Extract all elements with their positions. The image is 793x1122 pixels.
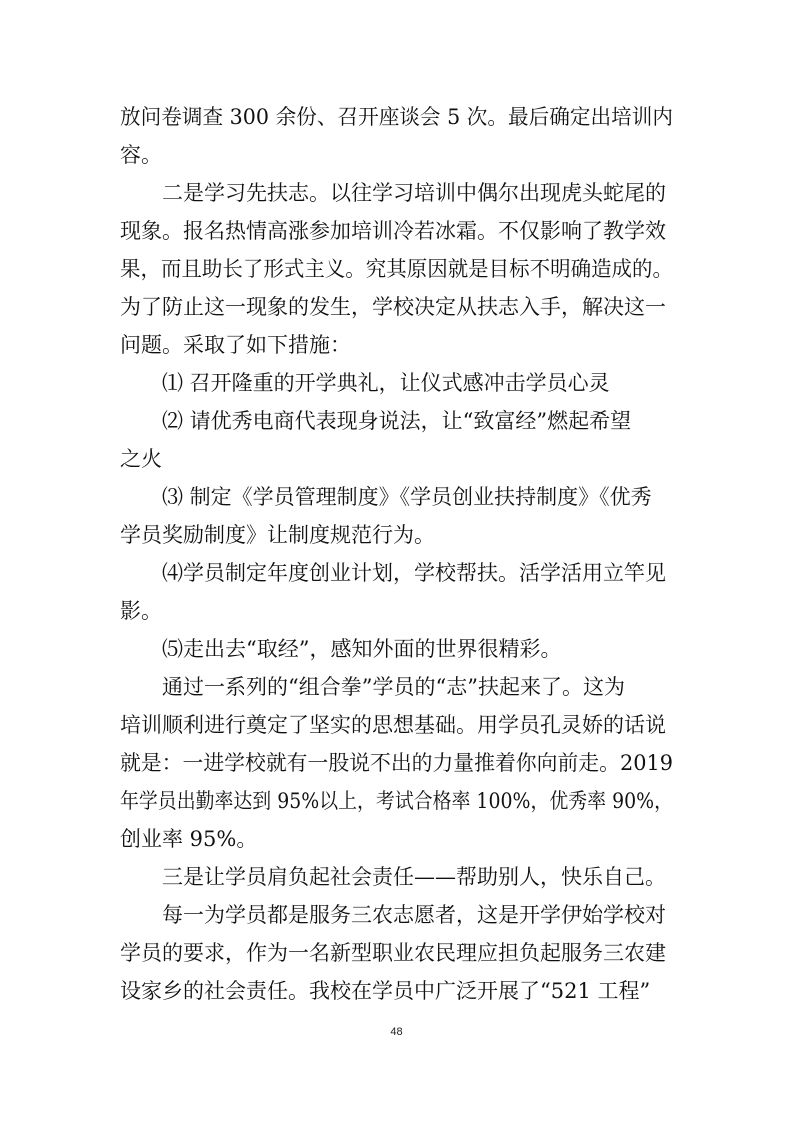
- text-line-content: 为了防止这一现象的发生，学校决定从扶志入手，解决这一: [120, 295, 666, 319]
- text-line: [0, 98, 793, 136]
- text-line: [0, 744, 793, 782]
- text-line-content: 就是：一进学校就有一股说不出的力量推着你向前走。2019: [120, 751, 673, 775]
- text-line-content: 问题。采取了如下措施：: [120, 333, 351, 357]
- text-line-content: 学员的要求，作为一名新型职业农民理应担负起服务三农建: [120, 941, 666, 965]
- text-line-content: 二是学习先扶志。以往学习培训中偶尔出现虎头蛇尾的: [162, 181, 666, 205]
- text-line-content: 通过一系列的“组合拳”学员的“志”扶起来了。这为: [162, 675, 625, 699]
- text-line: [0, 174, 793, 212]
- text-line: [0, 554, 793, 592]
- text-line: [0, 250, 793, 288]
- text-line: [0, 592, 793, 630]
- text-line: [0, 288, 793, 326]
- text-line-content: ⑴ 召开隆重的开学典礼，让仪式感冲击学员心灵: [162, 371, 610, 395]
- text-line: [0, 896, 793, 934]
- text-line-content: ⑵ 请优秀电商代表现身说法，让“致富经”燃起希望: [162, 409, 632, 433]
- text-line-content: 果，而且助长了形式主义。究其原因就是目标不明确造成的。: [120, 257, 673, 281]
- text-line: [0, 212, 793, 250]
- text-line: [0, 440, 793, 478]
- text-line: [0, 630, 793, 668]
- page-number: 48: [390, 1026, 403, 1038]
- text-line: [0, 820, 793, 858]
- text-line: [0, 972, 793, 1010]
- text-line: [0, 516, 793, 554]
- text-line-content: 创业率 95%。: [120, 827, 258, 851]
- text-line: [0, 402, 793, 440]
- text-line-content: 容。: [120, 143, 162, 167]
- text-line-content: ⑶ 制定《学员管理制度》《学员创业扶持制度》《优秀: [162, 485, 652, 509]
- text-line: [0, 782, 793, 820]
- text-line: [0, 478, 793, 516]
- text-line-content: 年学员出勤率达到 95%以上，考试合格率 100%，优秀率 90%，: [120, 789, 673, 813]
- text-line-content: 学员奖励制度》让制度规范行为。: [120, 523, 435, 547]
- text-line: [0, 136, 793, 174]
- text-line: [0, 934, 793, 972]
- text-line-content: 三是让学员肩负起社会责任——帮助别人，快乐自己。: [162, 865, 666, 889]
- text-line: [0, 326, 793, 364]
- text-line: [0, 668, 793, 706]
- text-line-content: 现象。报名热情高涨参加培训冷若冰霜。不仅影响了教学效: [120, 219, 666, 243]
- text-line-content: 培训顺利进行奠定了坚实的思想基础。用学员孔灵娇的话说: [120, 713, 666, 737]
- text-line-content: 设家乡的社会责任。我校在学员中广泛开展了“521 工程”: [120, 979, 651, 1003]
- text-line-content: 放问卷调查 300 余份、召开座谈会 5 次。最后确定出培训内: [120, 105, 674, 129]
- text-line-content: 每一为学员都是服务三农志愿者，这是开学伊始学校对: [162, 903, 666, 927]
- text-line: [0, 364, 793, 402]
- text-line-content: 之火: [120, 447, 162, 471]
- text-line-content: 影。: [120, 599, 162, 623]
- text-line-content: ⑸走出去“取经”，感知外面的世界很精彩。: [162, 637, 562, 661]
- text-line: [0, 706, 793, 744]
- text-line: [0, 858, 793, 896]
- text-line-content: ⑷学员制定年度创业计划，学校帮扶。活学活用立竿见: [162, 561, 666, 585]
